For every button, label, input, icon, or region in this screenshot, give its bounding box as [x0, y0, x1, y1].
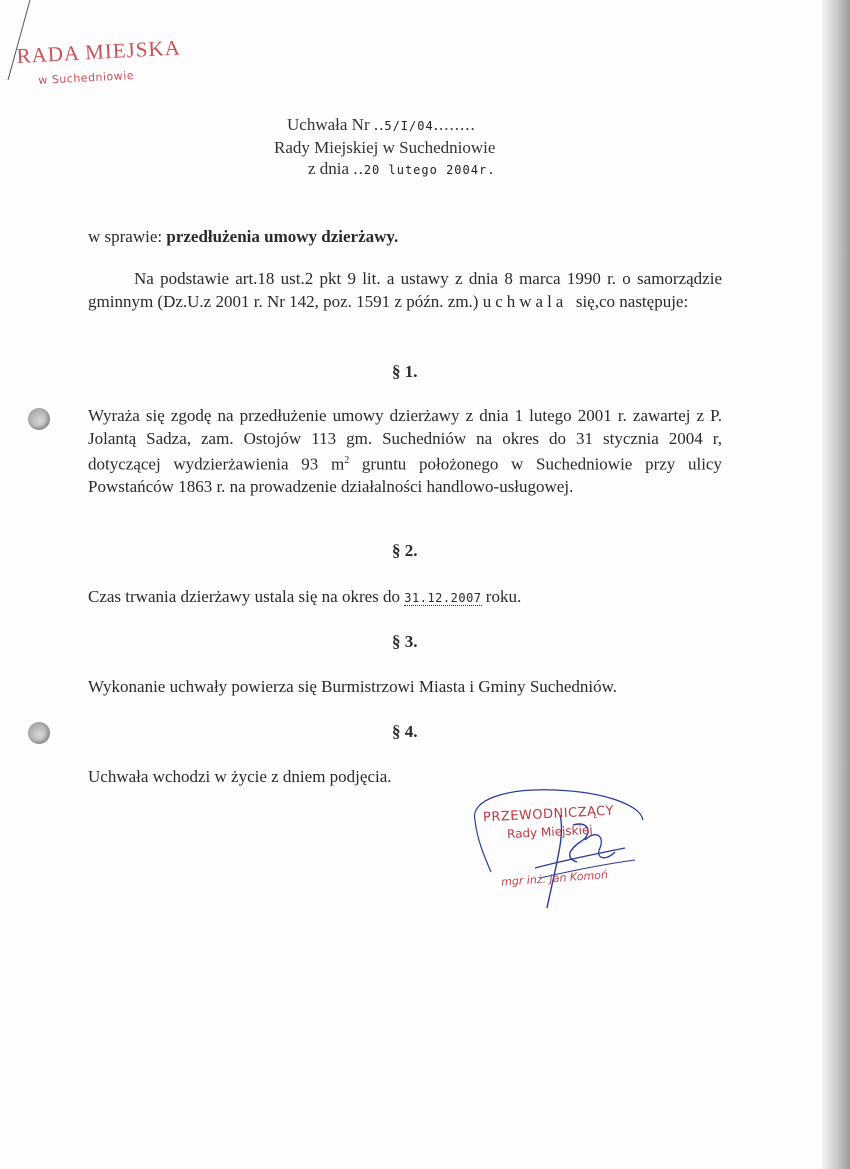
- resolution-prefix: Uchwała Nr: [287, 115, 370, 134]
- section-3-text: Wykonanie uchwały powierza się Burmistrzowi Miasta i Gminy Suchedniów.: [88, 677, 618, 696]
- resolution-subject: [88, 227, 398, 247]
- punch-hole-top: [28, 408, 50, 430]
- section-heading-4: § 4.: [392, 722, 418, 741]
- section-heading-3: § 3.: [392, 632, 418, 651]
- resolution-date-line: z dnia ..20 lutego 2004r.: [308, 159, 496, 178]
- council-stamp-line2: w Suchedniowie: [38, 68, 135, 87]
- chairman-subtitle: Rady Miejskiej: [506, 822, 593, 842]
- resolves-word: uchwala: [482, 291, 568, 311]
- handwritten-signature: [465, 780, 655, 915]
- section-2-text: Czas trwania dzierżawy ustala się na okres do 31.12.2007 roku.: [88, 587, 522, 606]
- section-heading-1: § 1.: [392, 362, 418, 381]
- scan-edge: [822, 0, 850, 1169]
- preamble-text: Na podstawie art.18 ust.2 pkt 9 lit. a ustawy z dnia 8 marca 1990 r. o samorządzie gminnym (Dz.U.z 2001 r. Nr 142, poz. 1591 z późn. zm.): [88, 269, 722, 311]
- resolution-date: 20 lutego 2004r.: [363, 163, 496, 177]
- chairman-stamp: [465, 780, 655, 915]
- resolution-number: 5/I/04: [384, 119, 434, 133]
- section-1-text: Wyraża się zgodę na przedłużenie umowy dzierżawy z dnia 1 lutego 2001 r. zawartej z P. Jolantą Sadza, zam. Ostojów 113 gm. Suchedniów na okres do 31 stycznia 2004 r, dotyczącej wydzierżawienia 93 $m^2$ gruntu położonego w Suchedniowie przy ulicy Powstańców 1863 r. na prowadzenie działalności handlowo-usługowej.: [88, 406, 722, 497]
- council-stamp: [12, 35, 212, 100]
- preamble-paragraph: [88, 268, 722, 313]
- resolution-header: [250, 114, 570, 181]
- lease-end-date: 31.12.2007: [404, 591, 482, 605]
- chairman-name: mgr inż. Jan Komoń: [500, 868, 609, 889]
- section-heading-2: § 2.: [392, 541, 418, 560]
- punch-hole-bottom: [28, 722, 50, 744]
- council-name: Rady Miejskiej w Suchedniowie: [274, 138, 496, 157]
- resolves-suffix: się,co następuje:: [575, 291, 689, 311]
- section-4-text: Uchwała wchodzi w życie z dniem podjęcia.: [88, 767, 392, 786]
- subject-prefix: w sprawie:: [88, 227, 163, 246]
- chairman-title: PRZEWODNICZĄCY: [482, 803, 615, 826]
- council-stamp-line1: RADA MIEJSKA: [16, 35, 182, 68]
- area-superscript: 2: [344, 455, 350, 466]
- resolution-number-line: Uchwała Nr ..5/I/04........: [287, 115, 476, 134]
- date-prefix: z dnia: [308, 159, 350, 178]
- subject-title: przedłużenia umowy dzierżawy.: [166, 227, 399, 246]
